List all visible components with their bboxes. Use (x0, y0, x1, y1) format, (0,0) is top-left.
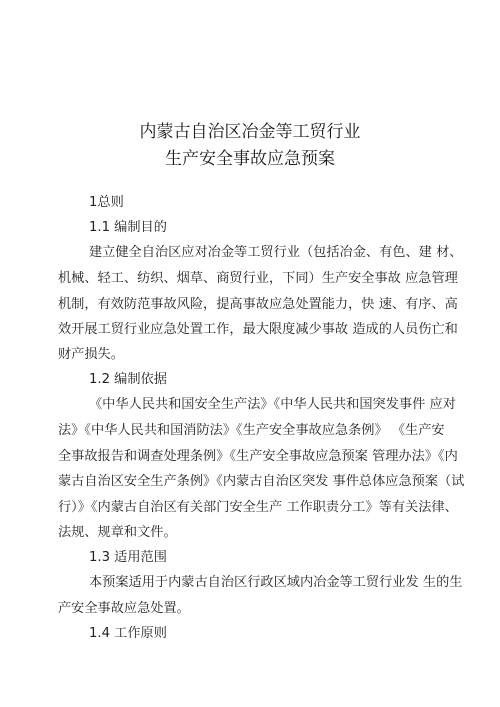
section-heading-principles: 1.4 工作原则 (89, 626, 167, 641)
section-heading-scope: 1.3 适用范围 (89, 550, 167, 565)
paragraph-line: 机制，有效防范事故风险，提高事故应急处置能力，快 速、有序、高 (58, 297, 458, 312)
paragraph-line: 效开展工贸行业应急处置工作，最大限度减少事故 造成的人员伤亡和 (58, 322, 458, 337)
paragraph-line: 产安全事故应急处置。 (58, 601, 190, 616)
paragraph-line: 行）》《内蒙古自治区有关部门安全生产 工作职责分工》等有关法律、 (58, 500, 458, 515)
paragraph-line: 全事故报告和调查处理条例》《生产安全事故应急预案 管理办法》《内 (58, 449, 458, 464)
paragraph-line: 财产损失。 (58, 347, 124, 362)
paragraph-line: 机械、轻工、纺织、烟草、商贸行业，下同）生产安全事故 应急管理 (58, 271, 458, 286)
section-heading-basis: 1.2 编制依据 (89, 372, 167, 387)
section-heading-general: 1总则 (89, 195, 124, 210)
paragraph-line: 建立健全自治区应对冶金等工贸行业（包括冶金、有色、建 材、 (89, 245, 463, 260)
section-heading-purpose: 1.1 编制目的 (89, 220, 167, 235)
document-title-line2: 生产安全事故应急预案 (165, 149, 335, 169)
paragraph-line: 蒙古自治区安全生产条例》《内蒙古自治区突发 事件总体应急预案（试 (58, 474, 465, 489)
document-title-line1: 内蒙古自治区冶金等工贸行业 (139, 122, 361, 142)
paragraph-line: 法规、规章和文件。 (58, 525, 177, 540)
paragraph-line: 《中华人民共和国安全生产法》《中华人民共和国突发事件 应对 (89, 397, 456, 412)
paragraph-line: 法》《中华人民共和国消防法》《生产安全事故应急条例》 《生产安 (58, 423, 445, 438)
paragraph-line: 本预案适用于内蒙古自治区行政区域内冶金等工贸行业发 生的生 (89, 575, 463, 590)
